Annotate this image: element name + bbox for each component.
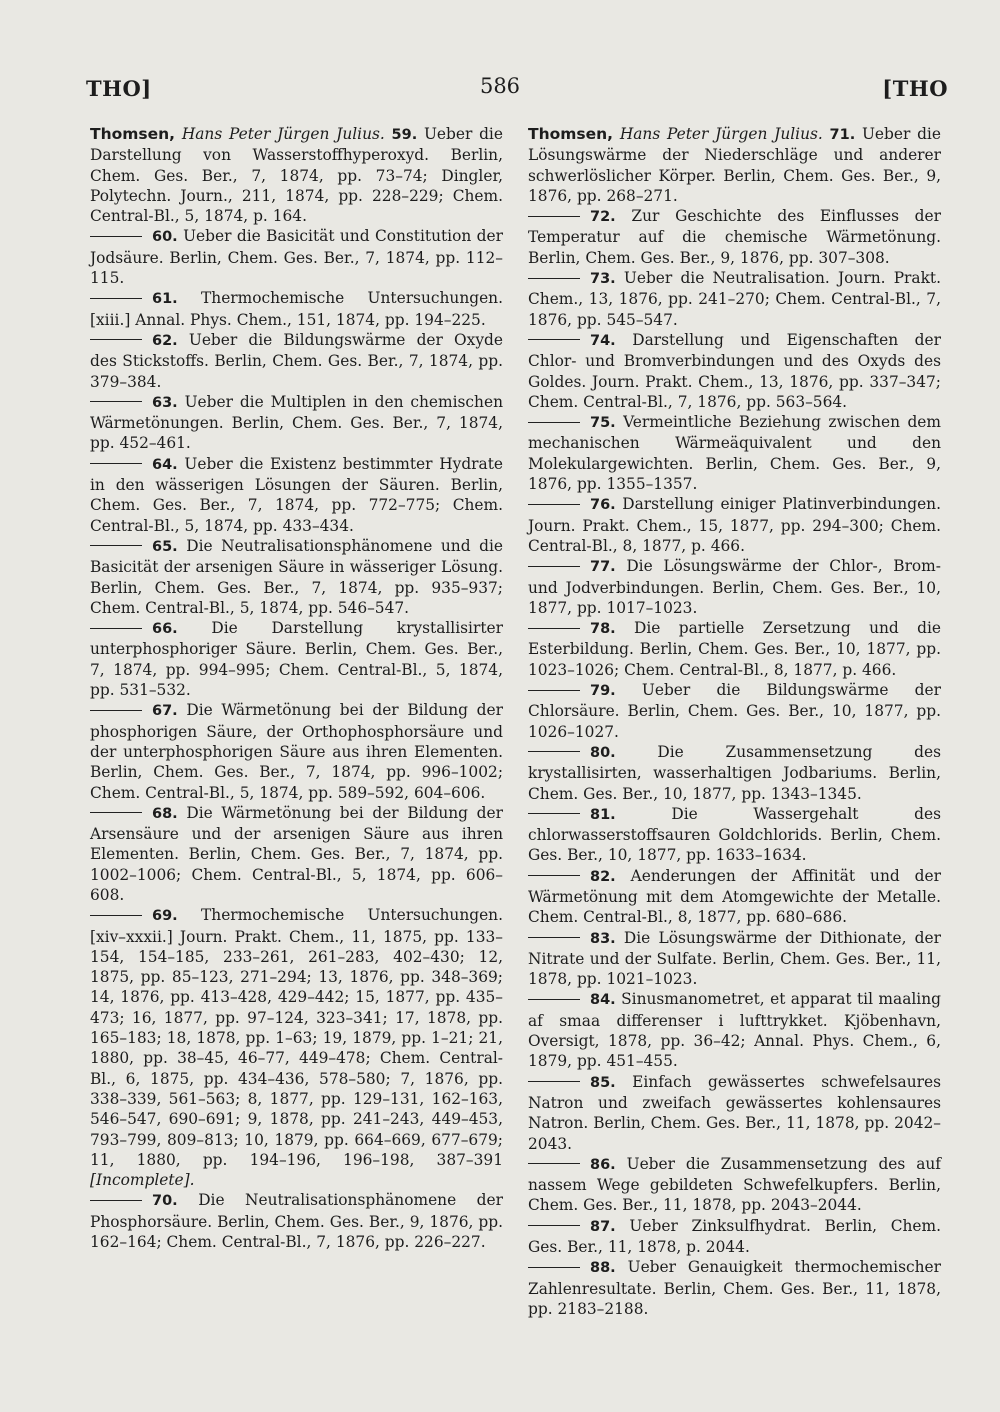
- entry-text: Ueber die Existenz bestimmter Hydrate in den wässerigen Lösungen der Säuren. Berlin, Chem. Ges. Ber., 7, 1874, pp. 772–775; Chem. Central-Bl., 5, 1874, pp. 433–434.: [90, 454, 503, 535]
- ditto-dash: [90, 915, 142, 916]
- ditto-dash: [90, 710, 142, 711]
- entry-number: 88.: [590, 1260, 616, 1277]
- entry-number: 68.: [152, 805, 178, 822]
- entry-text: Ueber Zinksulfhydrat. Berlin, Chem. Ges. Ber., 11, 1878, p. 2044.: [528, 1216, 941, 1257]
- entry-text: Zur Geschichte des Einflusses der Temperatur auf die chemische Wärmetönung. Berlin, Chem. Ges. Ber., 9, 1876, pp. 307–308.: [528, 207, 941, 267]
- ditto-dash: [90, 401, 142, 402]
- bibliography-entry: [528, 618, 941, 680]
- ditto-dash: [90, 339, 142, 340]
- entry-number: 86.: [590, 1156, 616, 1173]
- entry-number: 67.: [152, 703, 178, 720]
- entry-number: 77.: [590, 559, 616, 576]
- entry-text: Die Wärmetönung bei der Bildung der phosphorigen Säure, der Orthophosphorsäure und der unterphosphorigen Säure aus ihren Elementen. Berlin, Chem. Ges. Ber., 7, 1874, pp. 996–1002; Chem. Central-Bl., 5, 1874, pp. 589–592, 604–606.: [90, 701, 503, 802]
- entry-text: Die Neutralisationsphänomene und die Basicität der arsenigen Säure in wässeriger Lösung. Berlin, Chem. Ges. Ber., 7, 1874, pp. 935–937; Chem. Central-Bl., 5, 1874, pp. 546–547.: [90, 536, 503, 617]
- ditto-dash: [90, 298, 142, 299]
- bibliography-entry: [528, 556, 941, 618]
- running-head-left: THO]: [86, 76, 152, 101]
- entry-text: Die Wassergehalt des chlorwasserstoffsauren Goldchlorids. Berlin, Chem. Ges. Ber., 10, 1877, pp. 1633–1634.: [528, 804, 941, 865]
- entry-number: 64.: [152, 456, 178, 473]
- ditto-dash: [90, 463, 142, 464]
- bibliography-entry: [528, 412, 941, 494]
- entry-number: 79.: [590, 683, 616, 700]
- bibliography-entry: [528, 1257, 941, 1319]
- ditto-dash: [528, 1267, 580, 1268]
- entry-text: Ueber die Bildungswärme der Chlorsäure. Berlin, Chem. Ges. Ber., 10, 1877, pp. 1026–1027.: [528, 681, 941, 741]
- author-name: Thomsen,: [528, 125, 614, 143]
- entry-number: 59.: [391, 127, 418, 143]
- entry-number: 81.: [590, 806, 616, 823]
- bibliography-entry: [90, 124, 503, 226]
- ditto-dash: [528, 339, 580, 340]
- author-given-names: Hans Peter Jürgen Julius.: [619, 125, 823, 143]
- bibliography-entry: [90, 536, 503, 618]
- entry-text: Sinusmanometret, et apparat til maaling af smaa differenser i lufttrykket. Kjöbenhavn, Oversigt, 1878, pp. 36–42; Annal. Phys. Chem., 6, 1879, pp. 451–455.: [528, 990, 941, 1071]
- entry-text: Ueber die Bildungswärme der Oxyde des Stickstoffs. Berlin, Chem. Ges. Ber., 7, 1874, pp. 379–384.: [90, 330, 503, 391]
- author-given-names: Hans Peter Jürgen Julius.: [181, 125, 385, 143]
- bibliography-entry: [528, 330, 941, 412]
- entry-number: 75.: [590, 415, 616, 432]
- ditto-dash: [528, 216, 580, 217]
- bibliography-entry: [90, 330, 503, 392]
- bibliography-entry: [528, 124, 941, 206]
- right-column: [528, 124, 941, 1319]
- entry-text: Ueber die Zusammensetzung des auf nassem Wege gebildeten Schwefelkupfers. Berlin, Chem. Ges. Ber., 11, 1878, pp. 2043–2044.: [528, 1154, 941, 1215]
- bibliography-entry: [90, 700, 503, 802]
- bibliography-entry: [528, 1072, 941, 1154]
- bibliography-entry: [90, 226, 503, 288]
- entry-text: Ueber die Multiplen in den chemischen Wärmetönungen. Berlin, Chem. Ges. Ber., 7, 1874, pp. 452–461.: [90, 392, 503, 453]
- page-number: 586: [479, 74, 521, 98]
- entry-text: Ueber die Lösungswärme der Niederschläge und anderer schwerlöslicher Körper. Berlin, Chem. Ges. Ber., 9, 1876, pp. 268–271.: [528, 125, 941, 205]
- entry-number: 78.: [590, 621, 616, 638]
- bibliography-entry: [90, 905, 503, 1190]
- bibliography-entry: [528, 1154, 941, 1216]
- ditto-dash: [528, 875, 580, 876]
- bibliography-entry: [90, 1190, 503, 1252]
- ditto-dash: [90, 545, 142, 546]
- entry-number: 69.: [152, 908, 178, 925]
- ditto-dash: [528, 813, 580, 814]
- entry-note: [Incomplete].: [90, 1171, 195, 1190]
- entry-text: Einfach gewässertes schwefelsaures Natron und zweifach gewässertes kohlensaures Natron. Berlin, Chem. Ges. Ber., 11, 1878, pp. 2042–2043.: [528, 1072, 941, 1153]
- ditto-dash: [90, 628, 142, 629]
- bibliography-entry: [528, 206, 941, 268]
- entry-number: 70.: [152, 1193, 178, 1210]
- bibliography-entry: [90, 288, 503, 330]
- entry-text: Darstellung und Eigenschaften der Chlor- und Bromverbindungen und des Oxyds des Goldes. Journ. Prakt. Chem., 13, 1876, pp. 337–347; Chem. Central-Bl., 7, 1876, pp. 563–564.: [528, 330, 941, 411]
- entry-number: 62.: [152, 332, 178, 349]
- bibliography-entry: [528, 1216, 941, 1258]
- bibliography-entry: [528, 866, 941, 928]
- entry-text: Die Zusammensetzung des krystallisirten, wasserhaltigen Jodbariums. Berlin, Chem. Ges. Ber., 10, 1877, pp. 1343–1345.: [528, 742, 941, 803]
- ditto-dash: [528, 690, 580, 691]
- ditto-dash: [528, 628, 580, 629]
- entry-text: Ueber die Basicität und Constitution der Jodsäure. Berlin, Chem. Ges. Ber., 7, 1874, pp. 112–115.: [90, 227, 503, 288]
- author-name: Thomsen,: [90, 125, 176, 143]
- entry-text: Die Darstellung krystallisirter unterphosphoriger Säure. Berlin, Chem. Ges. Ber., 7, 1874, pp. 994–995; Chem. Central-Bl., 5, 1874, pp. 531–532.: [90, 619, 503, 700]
- ditto-dash: [528, 937, 580, 938]
- entry-text: Ueber Genauigkeit thermochemischer Zahlenresultate. Berlin, Chem. Ges. Ber., 11, 1878, pp. 2183–2188.: [528, 1258, 941, 1318]
- ditto-dash: [528, 1225, 580, 1226]
- bibliography-entry: [528, 742, 941, 804]
- entry-text: Ueber die Neutralisation. Journ. Prakt. Chem., 13, 1876, pp. 241–270; Chem. Central-Bl., 7, 1876, pp. 545–547.: [528, 269, 941, 329]
- entry-number: 71.: [829, 127, 856, 143]
- bibliography-entry: [90, 392, 503, 454]
- entry-number: 66.: [152, 621, 178, 638]
- entry-number: 63.: [152, 394, 178, 411]
- ditto-dash: [528, 278, 580, 279]
- ditto-dash: [528, 999, 580, 1000]
- bibliography-entry: [528, 268, 941, 330]
- entry-number: 82.: [590, 868, 616, 885]
- entry-text: Darstellung einiger Platinverbindungen. Journ. Prakt. Chem., 15, 1877, pp. 294–300; Chem. Central-Bl., 8, 1877, p. 466.: [528, 495, 941, 555]
- entry-number: 83.: [590, 930, 616, 947]
- bibliography-entry: [528, 989, 941, 1071]
- entry-text: Thermochemische Untersuchungen. [xiii.] Annal. Phys. Chem., 151, 1874, pp. 194–225.: [90, 289, 503, 329]
- entry-number: 84.: [590, 992, 616, 1009]
- entry-text: Die Lösungswärme der Chlor-, Brom- und Jodverbindungen. Berlin, Chem. Ges. Ber., 10, 1877, pp. 1017–1023.: [528, 557, 941, 617]
- entry-number: 76.: [590, 497, 616, 514]
- bibliography-entry: [528, 928, 941, 990]
- left-column: [90, 124, 503, 1252]
- ditto-dash: [90, 812, 142, 813]
- ditto-dash: [90, 1200, 142, 1201]
- running-head-right: [THO: [882, 76, 948, 101]
- entry-text: Ueber die Darstellung von Wasserstoffhyperoxyd. Berlin, Chem. Ges. Ber., 7, 1874, pp. 73–74; Dingler, Polytechn. Journ., 211, 1874, pp. 228–229; Chem. Central-Bl., 5, 1874, p. 164.: [90, 125, 503, 226]
- bibliography-entry: [528, 680, 941, 742]
- ditto-dash: [528, 566, 580, 567]
- entry-text: Vermeintliche Beziehung zwischen dem mechanischen Wärmeäquivalent und den Molekulargewichten. Berlin, Chem. Ges. Ber., 9, 1876, pp. 1355–1357.: [528, 413, 941, 494]
- bibliography-entry: [90, 803, 503, 905]
- entry-number: 72.: [590, 209, 616, 226]
- bibliography-entry: [90, 618, 503, 700]
- bibliography-entry: [90, 454, 503, 536]
- ditto-dash: [528, 751, 580, 752]
- entry-text: Die Neutralisationsphänomene der Phosphorsäure. Berlin, Chem. Ges. Ber., 9, 1876, pp. 162–164; Chem. Central-Bl., 7, 1876, pp. 226–227.: [90, 1191, 503, 1252]
- entry-number: 85.: [590, 1074, 616, 1091]
- entry-text: Die partielle Zersetzung und die Esterbildung. Berlin, Chem. Ges. Ber., 10, 1877, pp. 1023–1026; Chem. Central-Bl., 8, 1877, p. 466.: [528, 619, 941, 679]
- entry-text: Die Lösungswärme der Dithionate, der Nitrate und der Sulfate. Berlin, Chem. Ges. Ber., 11, 1878, pp. 1021–1023.: [528, 928, 941, 989]
- ditto-dash: [528, 422, 580, 423]
- entry-text: Aenderungen der Affinität und der Wärmetönung mit dem Atomgewichte der Metalle. Chem. Central-Bl., 8, 1877, pp. 680–686.: [528, 866, 941, 927]
- entry-number: 65.: [152, 538, 178, 555]
- entry-text: Thermochemische Untersuchungen. [xiv–xxxii.] Journ. Prakt. Chem., 11, 1875, pp. 133–154, 154–185, 233–261, 261–283, 402–430; 12, 1875, pp. 85–123, 271–294; 13, 1876, pp. 348–369; 14, 1876, pp. 413–428, 429–442; 15, 1877, pp. 435–473; 16, 1877, pp. 97–124, 323–341; 17, 1878, pp. 165–183; 18, 1878, pp. 1–63; 19, 1879, pp. 1–21; 21, 1880, pp. 38–45, 46–77, 449–478; Chem. Central-Bl., 6, 1875, pp. 434–436, 578–580; 7, 1876, pp. 338–339, 561–563; 8, 1877, pp. 129–131, 162–163, 546–547, 690–691; 9, 1878, pp. 241–243, 449–453, 793–799, 809–813; 10, 1879, pp. 664–669, 677–679; 11, 1880, pp. 194–196, 196–198, 387–391: [90, 906, 503, 1169]
- ditto-dash: [90, 236, 142, 237]
- entry-text: Die Wärmetönung bei der Bildung der Arsensäure und der arsenigen Säure aus ihren Elementen. Berlin, Chem. Ges. Ber., 7, 1874, pp. 1002–1006; Chem. Central-Bl., 5, 1874, pp. 606–608.: [90, 803, 503, 904]
- entry-number: 61.: [152, 291, 178, 308]
- entry-number: 80.: [590, 744, 616, 761]
- ditto-dash: [528, 1163, 580, 1164]
- entry-number: 87.: [590, 1218, 616, 1235]
- entry-number: 73.: [590, 271, 616, 288]
- bibliography-entry: [528, 804, 941, 866]
- bibliography-entry: [528, 494, 941, 556]
- entry-number: 60.: [152, 229, 178, 246]
- ditto-dash: [528, 504, 580, 505]
- entry-number: 74.: [590, 332, 616, 349]
- ditto-dash: [528, 1081, 580, 1082]
